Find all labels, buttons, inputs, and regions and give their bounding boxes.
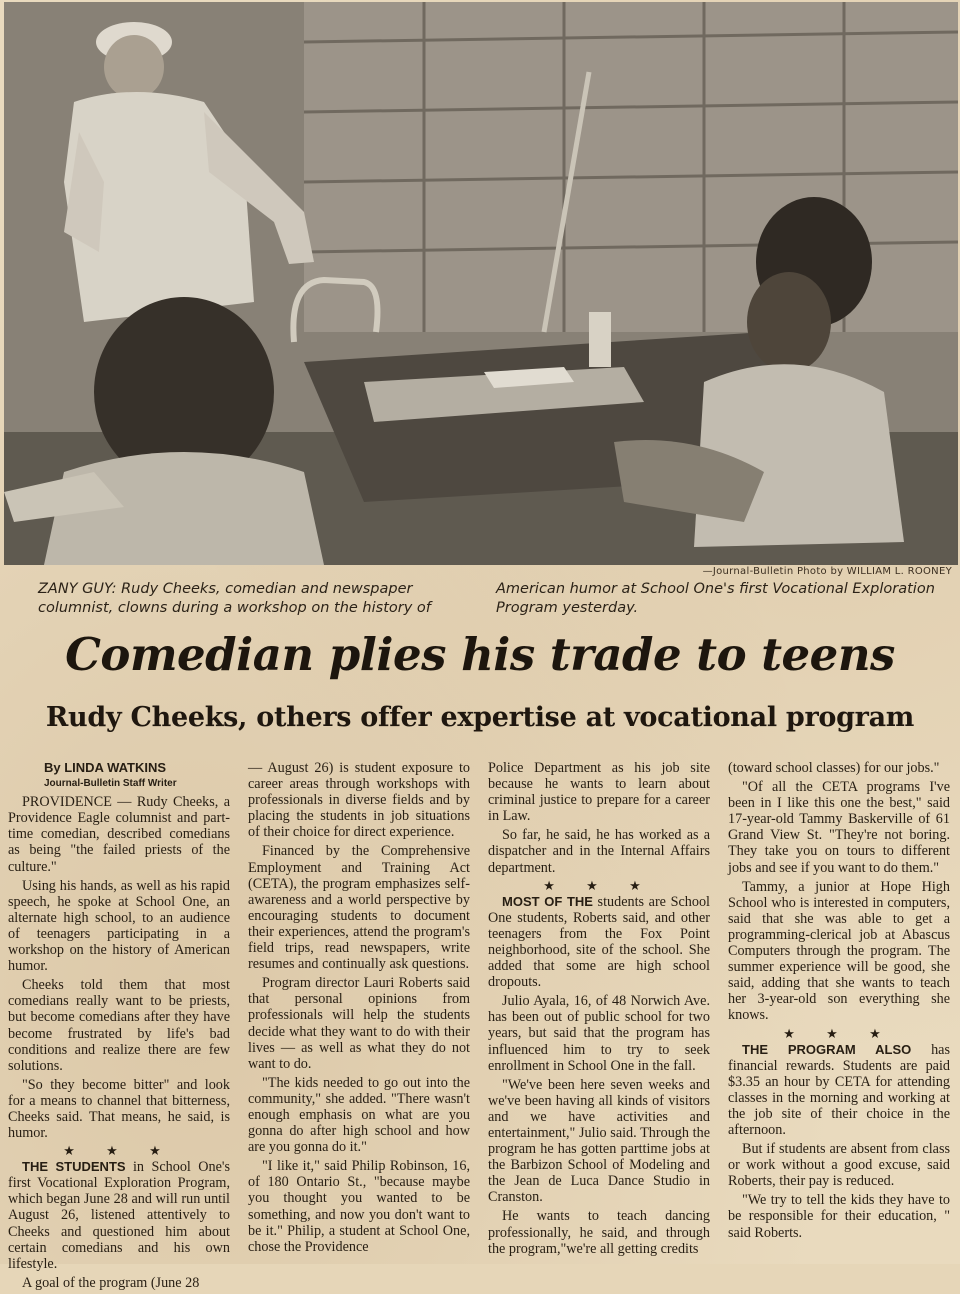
news-photo [4,2,958,565]
photo-caption-left: ZANY GUY: Rudy Cheeks, comedian and newspaper columnist, clowns during a workshop on the history of [38,581,431,616]
section-lead: THE PROGRAM ALSO [742,1041,912,1057]
article-column-3 [488,760,710,1260]
section-lead: MOST OF THE [502,893,593,909]
paragraph: "We've been here seven weeks and we've been having all kinds of visitors and we have activities and entertainment," Julio said. Through the program he has gotten parttime jobs at the Barbizon School of Modeling and the Jean de Luca Dance Studio in Cranston. [488,1076,710,1206]
paragraph: — August 26) is student exposure to career areas through workshops with professionals in diverse fields and by placing the students in job situations of their choice for direct experience. [248,760,470,841]
paragraph [8,1159,230,1272]
photo-caption-right: American humor at School One's first Vocational Exploration Program yesterday. [496,581,935,616]
article-column-4 [728,760,950,1244]
paragraph-text: in School One's first Vocational Exploration Program, which began June 28 and will run until August 26, listened attentively to Cheeks and questioned him about certain comedians and his own lifestyle. [8,1159,230,1272]
subheadline: Rudy Cheeks, others offer expertise at vocational program [45,702,915,733]
photo-credit: —Journal-Bulletin Photo by WILLIAM L. ROONEY [702,566,952,577]
paragraph: (toward school classes) for our jobs." [728,760,940,776]
byline-author: By LINDA WATKINS [44,760,167,775]
headline: Comedian plies his trade to teens [65,628,895,681]
paragraph: "The kids needed to go out into the community," she added. "There wasn't enough emphasis on what are you gonna do after high school and how are you gonna do it." [248,1074,470,1156]
section-stars: ★ ★ ★ [63,1143,175,1159]
paragraph-text: has financial rewards. Students are paid $3.35 an hour by CETA for attending classes in the morning and working at the job site of their choice in the afternoon. [728,1041,950,1138]
paragraph: Tammy, a junior at Hope High School who is interested in computers, said that she was able to get a programming-clerical job at Abascus Computers through the program. The summer experience will be good, she said, adding that she wants to teach her 3-year-old son everything she knows. [728,878,950,1024]
paragraph [488,894,710,991]
paragraph: Police Department as his job site because he wants to learn about criminal justice to prepare for a career in Law. [488,760,710,825]
article-column-2 [248,760,470,1258]
paragraph: Financed by the Comprehensive Employment and Training Act (CETA), the program emphasizes self-awareness and a world perspective by encouraging students to document their experiences, attend the program's field trips, read newspapers, write resumes and continually ask questions. [248,843,470,973]
paragraph: "We try to tell the kids they have to be responsible for their education, " said Roberts. [728,1192,950,1241]
paragraph: Program director Lauri Roberts said that personal opinions from professionals will help the students decide what they want to do with their lives — as well as what they do not want to do. [248,975,470,1072]
paragraph [728,1042,950,1139]
paragraph: Julio Ayala, 16, of 48 Norwich Ave. has been out of public school for two years, but said that the program has influenced him to try to seek enrollment in School One in the fall. [488,993,710,1074]
byline-role: Journal-Bulletin Staff Writer [44,778,177,790]
section-stars: ★ ★ ★ [783,1025,895,1041]
paragraph: "Of all the CETA programs I've been in I like this one the best," said 17-year-old Tammy Baskerville of 61 Grand View St. "They're not boring. They take you on tours to different jobs and see if you want to do them." [728,779,950,876]
paragraph: Cheeks told them that most comedians really want to be priests, but become comedians after they have become frustrated by life's bad conditions and realize there are few solutions. [8,977,230,1074]
paragraph: "So they become bitter" and look for a means to channel that bitterness, Cheeks said. That means, he said, is humor. [8,1076,230,1142]
paragraph-text: students are School One students, Roberts said, and other teenagers from the Fox Point neighborhood, site of the school. She added that some are high school dropouts. [488,893,710,991]
section-lead: THE STUDENTS [22,1159,126,1175]
paragraph: A goal of the program (June 28 [22,1274,200,1291]
paragraph: PROVIDENCE — Rudy Cheeks, a Providence Eagle columnist and part-time comedian, described comedians as being "the failed priests of the culture." [8,794,230,875]
photo-illustration [4,2,958,565]
paragraph: So far, he said, he has worked as a dispatcher and in the Internal Affairs department. [488,827,710,876]
article-column-1 [8,760,230,1294]
paragraph: "I like it," said Philip Robinson, 16, of 180 Ontario St., "because maybe you thought you wanted to be something, and now you don't want to be it." Philip, a student at School One, chose the Providence [248,1158,470,1255]
paragraph: He wants to teach dancing professionally, he said, and through the program,"we're all getting credits [488,1208,710,1257]
section-stars: ★ ★ ★ [543,877,655,893]
paragraph: But if students are absent from class or work without a good excuse, said Roberts, their pay is reduced. [728,1141,950,1190]
paragraph: Using his hands, as well as his rapid speech, he spoke at School One, an alternate high school, to an audience of teenagers participating in a workshop on the history of American humor. [8,877,230,975]
